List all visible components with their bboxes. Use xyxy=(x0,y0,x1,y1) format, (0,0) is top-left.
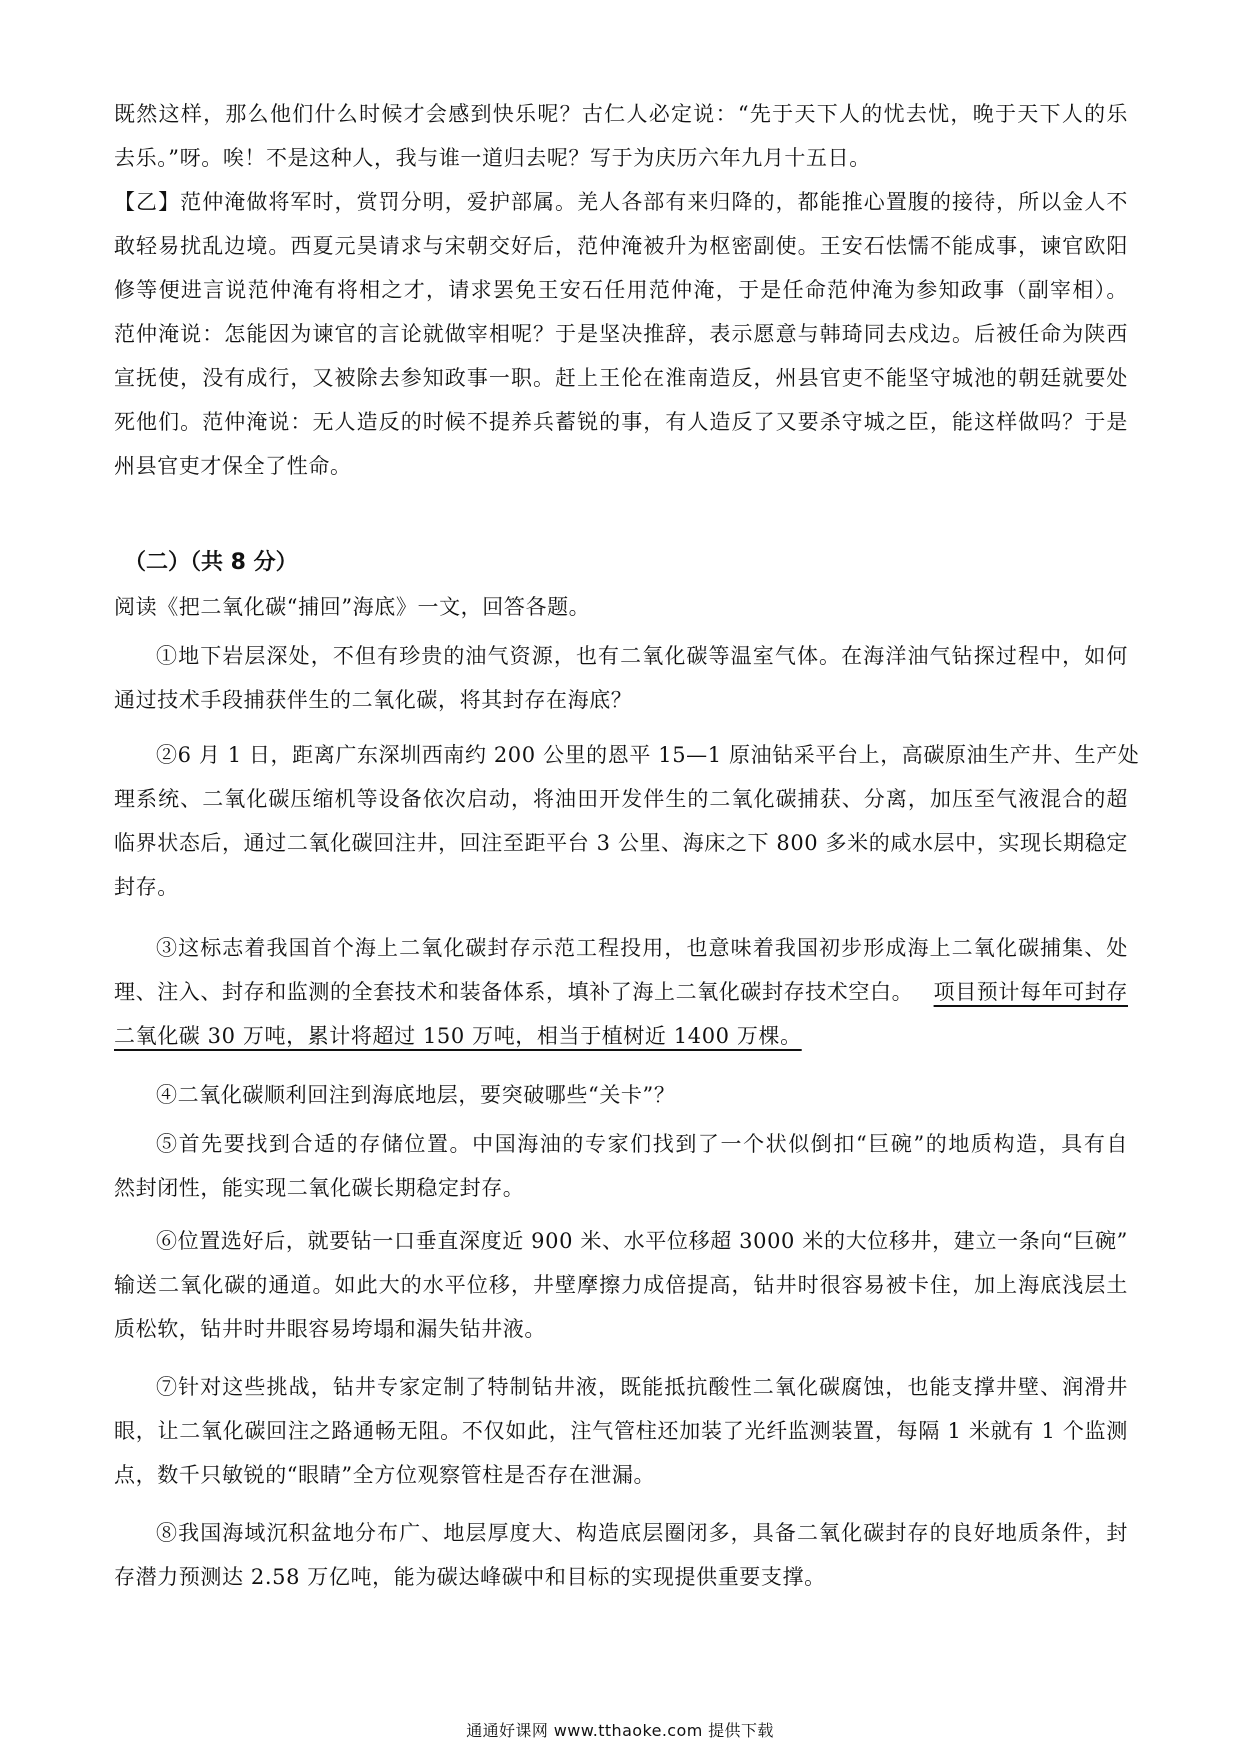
text-line: 既然这样，那么他们什么时候才会感到快乐呢？古仁人必定说：“先于天下人的忧去忧，晚于天下人的乐 xyxy=(114,102,1128,126)
paragraph-7 xyxy=(114,1365,1128,1497)
text-line: 修等便进言说范仲淹有将相之才，请求罢免王安石任用范仲淹，于是任命范仲淹为参知政事（副宰相）。 xyxy=(114,278,1128,302)
text-line: 眼，让二氧化碳回注之路通畅无阻。不仅如此，注气管柱还加装了光纤监测装置，每隔 1 米就有 1 个监测 xyxy=(114,1419,1128,1443)
document-page xyxy=(114,0,1140,1754)
paragraph-1 xyxy=(114,634,1128,722)
paragraph-6 xyxy=(114,1219,1128,1351)
text-line: 输送二氧化碳的通道。如此大的水平位移，井壁摩擦力成倍提高，钻井时很容易被卡住，加上海底浅层土 xyxy=(114,1273,1128,1297)
section-heading: （二）（共 8 分） xyxy=(124,550,298,575)
text-line: ④二氧化碳顺利回注到海底地层，要突破哪些“关卡”？ xyxy=(156,1083,676,1107)
translation-passage xyxy=(114,92,1128,488)
text-line: 范仲淹说：怎能因为谏官的言论就做宰相呢？于是坚决推辞，表示愿意与韩琦同去戍边。后被任命为陕西 xyxy=(114,322,1128,346)
paragraph-8 xyxy=(114,1511,1128,1599)
text-line: 去乐。”呀。唉！不是这种人，我与谁一道归去呢？写于为庆历六年九月十五日。 xyxy=(114,146,871,170)
text-line: 敢轻易扰乱边境。西夏元昊请求与宋朝交好后，范仲淹被升为枢密副使。王安石怯懦不能成事，谏官欧阳 xyxy=(114,234,1128,258)
underlined-sentence: 项目预计每年可封存 xyxy=(933,980,1128,1004)
text-line: 【乙】范仲淹做将军时，赏罚分明，爱护部属。羌人各部有来归降的，都能推心置腹的接待，所以金人不 xyxy=(114,190,1128,214)
text-line: 死他们。范仲淹说：无人造反的时候不提养兵蓄锐的事，有人造反了又要杀守城之臣，能这样做吗？于是 xyxy=(114,410,1128,434)
text-line: ①地下岩层深处，不但有珍贵的油气资源，也有二氧化碳等温室气体。在海洋油气钻探过程中，如何 xyxy=(156,644,1128,668)
text-line: ⑧我国海域沉积盆地分布广、地层厚度大、构造底层圈闭多，具备二氧化碳封存的良好地质条件，封 xyxy=(156,1521,1128,1545)
paragraph-5 xyxy=(114,1122,1128,1210)
text-line: ⑦针对这些挑战，钻井专家定制了特制钻井液，既能抵抗酸性二氧化碳腐蚀，也能支撑井壁、润滑井 xyxy=(156,1375,1128,1399)
paragraph-4 xyxy=(114,1073,1128,1117)
text-line: 然封闭性，能实现二氧化碳长期稳定封存。 xyxy=(114,1176,525,1200)
text-line: 宣抚使，没有成行，又被除去参知政事一职。赶上王伦在淮南造反，州县官吏不能坚守城池的朝廷就要处 xyxy=(114,366,1128,390)
text-line: 通过技术手段捕获伴生的二氧化碳，将其封存在海底？ xyxy=(114,688,633,712)
text-span: 理、注入、封存和监测的全套技术和装备体系，填补了海上二氧化碳封存技术空白。 xyxy=(114,980,914,1004)
text-line: ②6 月 1 日，距离广东深圳西南约 200 公里的恩平 15—1 原油钻采平台上，高碳原油生产井、生产处 xyxy=(156,743,1140,767)
underlined-sentence: 二氧化碳 30 万吨，累计将超过 150 万吨，相当于植树近 1400 万棵。 xyxy=(114,1024,802,1048)
text-line: 存潜力预测达 2.58 万亿吨，能为碳达峰碳中和目标的实现提供重要支撑。 xyxy=(114,1565,826,1589)
text-line: ③这标志着我国首个海上二氧化碳封存示范工程投用，也意味着我国初步形成海上二氧化碳捕集、处 xyxy=(156,936,1128,960)
text-line: 阅读《把二氧化碳“捕回”海底》一文，回答各题。 xyxy=(114,595,591,619)
text-line xyxy=(114,1014,1128,1058)
paragraph-2 xyxy=(114,733,1140,909)
text-line: 点，数千只敏锐的“眼睛”全方位观察管柱是否存在泄漏。 xyxy=(114,1463,656,1487)
paragraph-3 xyxy=(114,926,1128,1058)
text-line: 州县官吏才保全了性命。 xyxy=(114,454,352,478)
text-line: 封存。 xyxy=(114,875,179,899)
text-line: 临界状态后，通过二氧化碳回注井，回注至距平台 3 公里、海床之下 800 多米的咸水层中，实现长期稳定 xyxy=(114,831,1128,855)
text-line: 理系统、二氧化碳压缩机等设备依次启动，将油田开发伴生的二氧化碳捕获、分离，加压至气液混合的超 xyxy=(114,787,1128,811)
text-line: ⑤首先要找到合适的存储位置。中国海油的专家们找到了一个状似倒扣“巨碗”的地质构造，具有自 xyxy=(156,1132,1128,1156)
section-intro xyxy=(114,585,1128,629)
text-line xyxy=(114,970,1128,1014)
page-footer: 通通好课网 www.tthaoke.com 提供下载 xyxy=(466,1721,774,1740)
text-line: 质松软，钻井时井眼容易垮塌和漏失钻井液。 xyxy=(114,1317,546,1341)
text-line: ⑥位置选好后，就要钻一口垂直深度近 900 米、水平位移超 3000 米的大位移井，建立一条向“巨碗” xyxy=(156,1229,1128,1253)
